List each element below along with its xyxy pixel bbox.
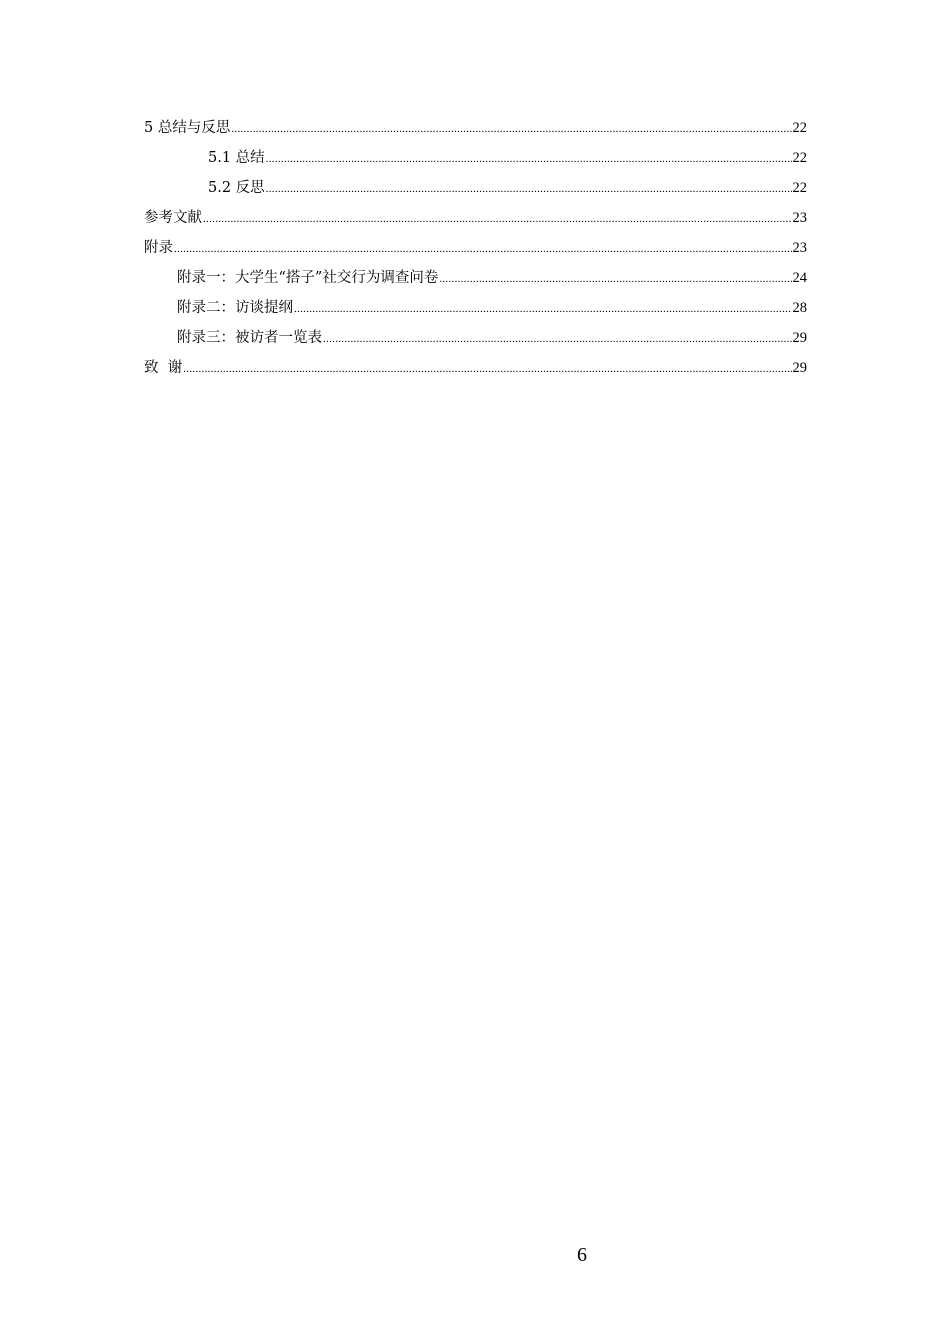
toc-entry-page: 22 xyxy=(792,180,807,196)
toc-entry-reflection[interactable] xyxy=(144,176,807,206)
toc-entry-title: 致 谢 xyxy=(144,360,183,376)
toc-entry-appendix[interactable] xyxy=(144,236,807,266)
toc-dot-leader xyxy=(231,117,791,141)
toc-dot-leader xyxy=(439,267,791,291)
toc-entry-page: 22 xyxy=(792,150,807,166)
toc-entry-acknowledgements[interactable] xyxy=(144,356,807,386)
toc-dot-leader xyxy=(294,297,792,321)
toc-entry-title: 附录一：大学生“搭子”社交行为调查问卷 xyxy=(177,270,439,286)
toc-entry-page: 23 xyxy=(792,210,807,226)
toc-entry-references[interactable] xyxy=(144,206,807,236)
toc-entry-title: 5.2 反思 xyxy=(208,180,265,196)
toc-entry-summary-reflection[interactable] xyxy=(144,116,807,146)
toc-entry-page: 22 xyxy=(792,120,807,136)
toc-entry-page: 28 xyxy=(792,300,807,316)
toc-dot-leader xyxy=(183,357,791,381)
page-number: 6 xyxy=(577,1244,587,1266)
table-of-contents xyxy=(144,116,807,386)
toc-entry-appendix-3[interactable] xyxy=(144,326,807,356)
toc-dot-leader xyxy=(323,327,792,351)
toc-entry-page: 29 xyxy=(792,330,807,346)
toc-entry-appendix-1[interactable] xyxy=(144,266,807,296)
toc-entry-title: 附录二：访谈提纲 xyxy=(177,300,293,316)
toc-entry-title: 5.1 总结 xyxy=(208,150,265,166)
toc-entry-summary[interactable] xyxy=(144,146,807,176)
toc-entry-page: 24 xyxy=(792,270,807,286)
toc-dot-leader xyxy=(266,147,792,171)
toc-entry-page: 29 xyxy=(792,360,807,376)
toc-entry-title: 附录 xyxy=(144,240,173,256)
toc-entry-title: 5 总结与反思 xyxy=(144,120,231,136)
toc-dot-leader xyxy=(174,237,792,261)
toc-entry-title: 附录三：被访者一览表 xyxy=(177,330,322,346)
toc-dot-leader xyxy=(266,177,792,201)
toc-dot-leader xyxy=(203,207,792,231)
toc-entry-appendix-2[interactable] xyxy=(144,296,807,326)
toc-entry-title: 参考文献 xyxy=(144,210,202,226)
toc-entry-page: 23 xyxy=(792,240,807,256)
